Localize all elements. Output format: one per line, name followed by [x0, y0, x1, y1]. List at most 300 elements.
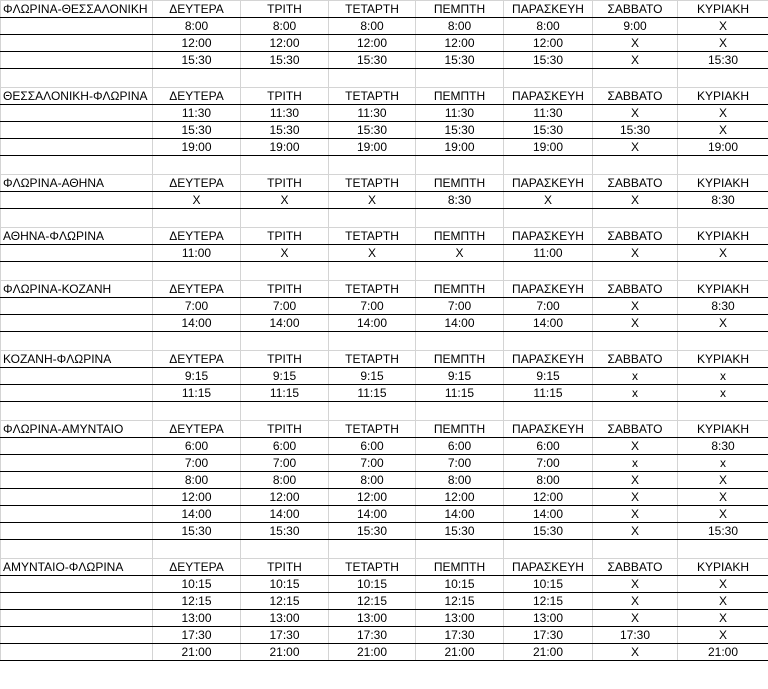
departure-time-cell[interactable]: x — [678, 368, 768, 385]
empty-cell[interactable] — [1, 455, 153, 472]
day-header-cell[interactable]: ΤΡΙΤΗ — [241, 175, 329, 192]
departure-time-cell[interactable]: X — [678, 472, 768, 489]
departure-time-cell[interactable]: 15:30 — [153, 122, 241, 139]
day-header-cell[interactable]: ΔΕΥΤΕΡΑ — [153, 228, 241, 245]
departure-time-cell[interactable]: 17:30 — [416, 627, 504, 644]
day-header-cell[interactable]: ΔΕΥΤΕΡΑ — [153, 351, 241, 368]
departure-time-cell[interactable]: 21:00 — [416, 644, 504, 661]
empty-cell[interactable] — [1, 35, 153, 52]
day-header-cell[interactable]: ΠΑΡΑΣΚΕΥΗ — [504, 351, 593, 368]
departure-time-cell[interactable]: 15:30 — [416, 52, 504, 69]
departure-time-cell[interactable]: X — [593, 315, 678, 332]
departure-time-cell[interactable]: 15:30 — [416, 523, 504, 540]
departure-time-cell[interactable]: 14:00 — [153, 315, 241, 332]
day-header-cell[interactable]: ΤΡΙΤΗ — [241, 351, 329, 368]
day-header-cell[interactable]: ΠΑΡΑΣΚΕΥΗ — [504, 228, 593, 245]
departure-time-cell[interactable]: X — [678, 610, 768, 627]
empty-cell[interactable] — [678, 332, 768, 351]
departure-time-cell[interactable]: X — [593, 298, 678, 315]
departure-time-cell[interactable]: 19:00 — [329, 139, 416, 156]
departure-time-cell[interactable]: 12:00 — [504, 35, 593, 52]
empty-cell[interactable] — [153, 540, 241, 559]
empty-cell[interactable] — [153, 262, 241, 281]
empty-cell[interactable] — [241, 156, 329, 175]
empty-cell[interactable] — [1, 52, 153, 69]
departure-time-cell[interactable]: 6:00 — [329, 438, 416, 455]
departure-time-cell[interactable]: X — [593, 523, 678, 540]
empty-cell[interactable] — [329, 209, 416, 228]
empty-cell[interactable] — [1, 644, 153, 661]
day-header-cell[interactable]: ΔΕΥΤΕΡΑ — [153, 281, 241, 298]
day-header-cell[interactable]: ΠΑΡΑΣΚΕΥΗ — [504, 175, 593, 192]
departure-time-cell[interactable]: 14:00 — [504, 315, 593, 332]
empty-cell[interactable] — [1, 576, 153, 593]
departure-time-cell[interactable]: 9:15 — [153, 368, 241, 385]
empty-cell[interactable] — [153, 156, 241, 175]
departure-time-cell[interactable]: 11:15 — [241, 385, 329, 402]
empty-cell[interactable] — [1, 385, 153, 402]
departure-time-cell[interactable]: 14:00 — [241, 315, 329, 332]
empty-cell[interactable] — [153, 209, 241, 228]
day-header-cell[interactable]: ΚΥΡΙΑΚΗ — [678, 175, 768, 192]
departure-time-cell[interactable]: 10:15 — [329, 576, 416, 593]
departure-time-cell[interactable]: 12:00 — [153, 489, 241, 506]
departure-time-cell[interactable]: X — [241, 192, 329, 209]
day-header-cell[interactable]: ΠΑΡΑΣΚΕΥΗ — [504, 559, 593, 576]
day-header-cell[interactable]: ΤΕΤΑΡΤΗ — [329, 351, 416, 368]
departure-time-cell[interactable]: 17:30 — [241, 627, 329, 644]
departure-time-cell[interactable]: x — [593, 385, 678, 402]
empty-cell[interactable] — [1, 368, 153, 385]
day-header-cell[interactable]: ΚΥΡΙΑΚΗ — [678, 351, 768, 368]
departure-time-cell[interactable]: 15:30 — [678, 523, 768, 540]
empty-cell[interactable] — [593, 209, 678, 228]
empty-cell[interactable] — [241, 209, 329, 228]
empty-cell[interactable] — [1, 593, 153, 610]
day-header-cell[interactable]: ΤΡΙΤΗ — [241, 1, 329, 18]
empty-cell[interactable] — [504, 540, 593, 559]
empty-cell[interactable] — [241, 332, 329, 351]
empty-cell[interactable] — [593, 262, 678, 281]
day-header-cell[interactable]: ΠΕΜΠΤΗ — [416, 281, 504, 298]
departure-time-cell[interactable]: X — [593, 139, 678, 156]
day-header-cell[interactable]: ΣΑΒΒΑΤΟ — [593, 351, 678, 368]
departure-time-cell[interactable]: 8:30 — [678, 438, 768, 455]
empty-cell[interactable] — [593, 402, 678, 421]
departure-time-cell[interactable]: X — [678, 576, 768, 593]
empty-cell[interactable] — [329, 402, 416, 421]
day-header-cell[interactable]: ΠΕΜΠΤΗ — [416, 175, 504, 192]
departure-time-cell[interactable]: 12:00 — [416, 35, 504, 52]
departure-time-cell[interactable]: 15:30 — [241, 52, 329, 69]
departure-time-cell[interactable]: 12:15 — [329, 593, 416, 610]
departure-time-cell[interactable]: x — [678, 385, 768, 402]
departure-time-cell[interactable]: 8:00 — [504, 18, 593, 35]
departure-time-cell[interactable]: 8:30 — [678, 192, 768, 209]
empty-cell[interactable] — [1, 523, 153, 540]
departure-time-cell[interactable]: 11:00 — [153, 245, 241, 262]
departure-time-cell[interactable]: 7:00 — [504, 455, 593, 472]
departure-time-cell[interactable]: X — [329, 245, 416, 262]
empty-cell[interactable] — [1, 18, 153, 35]
departure-time-cell[interactable]: 7:00 — [416, 298, 504, 315]
empty-cell[interactable] — [416, 209, 504, 228]
empty-cell[interactable] — [504, 402, 593, 421]
departure-time-cell[interactable]: 9:15 — [504, 368, 593, 385]
day-header-cell[interactable]: ΤΕΤΑΡΤΗ — [329, 281, 416, 298]
departure-time-cell[interactable]: 6:00 — [153, 438, 241, 455]
departure-time-cell[interactable]: x — [593, 455, 678, 472]
departure-time-cell[interactable]: 12:00 — [329, 489, 416, 506]
departure-time-cell[interactable]: 10:15 — [241, 576, 329, 593]
departure-time-cell[interactable]: X — [593, 644, 678, 661]
empty-cell[interactable] — [241, 402, 329, 421]
empty-cell[interactable] — [1, 139, 153, 156]
departure-time-cell[interactable]: 21:00 — [241, 644, 329, 661]
empty-cell[interactable] — [1, 122, 153, 139]
empty-cell[interactable] — [1, 489, 153, 506]
departure-time-cell[interactable]: 19:00 — [504, 139, 593, 156]
departure-time-cell[interactable]: X — [593, 438, 678, 455]
empty-cell[interactable] — [1, 192, 153, 209]
day-header-cell[interactable]: ΣΑΒΒΑΤΟ — [593, 559, 678, 576]
day-header-cell[interactable]: ΤΕΤΑΡΤΗ — [329, 1, 416, 18]
route-name-cell[interactable]: ΦΛΩΡΙΝΑ-ΑΜΥΝΤΑΙΟ — [1, 421, 153, 438]
departure-time-cell[interactable]: 11:15 — [504, 385, 593, 402]
departure-time-cell[interactable]: 8:00 — [416, 472, 504, 489]
day-header-cell[interactable]: ΚΥΡΙΑΚΗ — [678, 88, 768, 105]
departure-time-cell[interactable]: 14:00 — [153, 506, 241, 523]
departure-time-cell[interactable]: 15:30 — [504, 52, 593, 69]
route-name-cell[interactable]: ΦΛΩΡΙΝΑ-ΑΘΗΝΑ — [1, 175, 153, 192]
departure-time-cell[interactable]: 15:30 — [329, 523, 416, 540]
route-name-cell[interactable]: ΦΛΩΡΙΝΑ-ΚΟΖΑΝΗ — [1, 281, 153, 298]
departure-time-cell[interactable]: 7:00 — [329, 455, 416, 472]
departure-time-cell[interactable]: 9:15 — [329, 368, 416, 385]
departure-time-cell[interactable]: 12:00 — [329, 35, 416, 52]
departure-time-cell[interactable]: 7:00 — [504, 298, 593, 315]
departure-time-cell[interactable]: 8:00 — [241, 472, 329, 489]
departure-time-cell[interactable]: 8:00 — [241, 18, 329, 35]
empty-cell[interactable] — [678, 262, 768, 281]
departure-time-cell[interactable]: X — [593, 472, 678, 489]
day-header-cell[interactable]: ΠΑΡΑΣΚΕΥΗ — [504, 421, 593, 438]
departure-time-cell[interactable]: X — [678, 627, 768, 644]
departure-time-cell[interactable]: 17:30 — [153, 627, 241, 644]
route-name-cell[interactable]: ΑΜΥΝΤΑΙΟ-ΦΛΩΡΙΝΑ — [1, 559, 153, 576]
empty-cell[interactable] — [1, 156, 153, 175]
empty-cell[interactable] — [504, 156, 593, 175]
day-header-cell[interactable]: ΣΑΒΒΑΤΟ — [593, 1, 678, 18]
departure-time-cell[interactable]: 14:00 — [329, 506, 416, 523]
empty-cell[interactable] — [153, 332, 241, 351]
departure-time-cell[interactable]: X — [504, 192, 593, 209]
departure-time-cell[interactable]: X — [678, 122, 768, 139]
departure-time-cell[interactable]: 21:00 — [329, 644, 416, 661]
day-header-cell[interactable]: ΤΡΙΤΗ — [241, 281, 329, 298]
departure-time-cell[interactable]: 21:00 — [153, 644, 241, 661]
departure-time-cell[interactable]: 11:30 — [329, 105, 416, 122]
day-header-cell[interactable]: ΤΕΤΑΡΤΗ — [329, 228, 416, 245]
day-header-cell[interactable]: ΚΥΡΙΑΚΗ — [678, 559, 768, 576]
departure-time-cell[interactable]: 8:00 — [153, 18, 241, 35]
empty-cell[interactable] — [241, 262, 329, 281]
empty-cell[interactable] — [678, 69, 768, 88]
departure-time-cell[interactable]: X — [678, 489, 768, 506]
departure-time-cell[interactable]: 19:00 — [153, 139, 241, 156]
departure-time-cell[interactable]: 10:15 — [416, 576, 504, 593]
day-header-cell[interactable]: ΣΑΒΒΑΤΟ — [593, 228, 678, 245]
departure-time-cell[interactable]: 17:30 — [504, 627, 593, 644]
empty-cell[interactable] — [329, 540, 416, 559]
empty-cell[interactable] — [1, 262, 153, 281]
day-header-cell[interactable]: ΠΑΡΑΣΚΕΥΗ — [504, 1, 593, 18]
day-header-cell[interactable]: ΠΕΜΠΤΗ — [416, 351, 504, 368]
empty-cell[interactable] — [416, 69, 504, 88]
departure-time-cell[interactable]: 11:00 — [504, 245, 593, 262]
route-name-cell[interactable]: ΦΛΩΡΙΝΑ-ΘΕΣΣΑΛΟΝΙΚΗ — [1, 1, 153, 18]
day-header-cell[interactable]: ΤΡΙΤΗ — [241, 559, 329, 576]
day-header-cell[interactable]: ΔΕΥΤΕΡΑ — [153, 88, 241, 105]
departure-time-cell[interactable]: 8:30 — [416, 192, 504, 209]
departure-time-cell[interactable]: 15:30 — [329, 52, 416, 69]
departure-time-cell[interactable]: 17:30 — [329, 627, 416, 644]
departure-time-cell[interactable]: 13:00 — [241, 610, 329, 627]
departure-time-cell[interactable]: 21:00 — [504, 644, 593, 661]
empty-cell[interactable] — [416, 332, 504, 351]
departure-time-cell[interactable]: 12:15 — [241, 593, 329, 610]
departure-time-cell[interactable]: 12:00 — [241, 35, 329, 52]
departure-time-cell[interactable]: 8:00 — [416, 18, 504, 35]
departure-time-cell[interactable]: X — [593, 35, 678, 52]
day-header-cell[interactable]: ΤΡΙΤΗ — [241, 421, 329, 438]
empty-cell[interactable] — [329, 156, 416, 175]
departure-time-cell[interactable]: X — [593, 610, 678, 627]
route-name-cell[interactable]: ΘΕΣΣΑΛΟΝΙΚΗ-ΦΛΩΡΙΝΑ — [1, 88, 153, 105]
departure-time-cell[interactable]: 10:15 — [153, 576, 241, 593]
departure-time-cell[interactable]: 11:15 — [416, 385, 504, 402]
departure-time-cell[interactable]: 15:30 — [504, 122, 593, 139]
departure-time-cell[interactable]: X — [678, 506, 768, 523]
departure-time-cell[interactable]: 11:15 — [329, 385, 416, 402]
empty-cell[interactable] — [593, 332, 678, 351]
departure-time-cell[interactable]: 14:00 — [241, 506, 329, 523]
route-name-cell[interactable]: ΑΘΗΝΑ-ΦΛΩΡΙΝΑ — [1, 228, 153, 245]
empty-cell[interactable] — [1, 610, 153, 627]
departure-time-cell[interactable]: 15:30 — [153, 523, 241, 540]
day-header-cell[interactable]: ΚΥΡΙΑΚΗ — [678, 1, 768, 18]
departure-time-cell[interactable]: 21:00 — [678, 644, 768, 661]
departure-time-cell[interactable]: X — [678, 315, 768, 332]
empty-cell[interactable] — [241, 69, 329, 88]
departure-time-cell[interactable]: X — [593, 506, 678, 523]
day-header-cell[interactable]: ΔΕΥΤΕΡΑ — [153, 559, 241, 576]
departure-time-cell[interactable]: 8:30 — [678, 298, 768, 315]
departure-time-cell[interactable]: X — [593, 576, 678, 593]
departure-time-cell[interactable]: 15:30 — [241, 122, 329, 139]
empty-cell[interactable] — [1, 105, 153, 122]
departure-time-cell[interactable]: X — [678, 35, 768, 52]
day-header-cell[interactable]: ΠΕΜΠΤΗ — [416, 421, 504, 438]
day-header-cell[interactable]: ΤΕΤΑΡΤΗ — [329, 559, 416, 576]
empty-cell[interactable] — [329, 262, 416, 281]
departure-time-cell[interactable]: 12:00 — [153, 35, 241, 52]
day-header-cell[interactable]: ΤΡΙΤΗ — [241, 228, 329, 245]
empty-cell[interactable] — [1, 332, 153, 351]
departure-time-cell[interactable]: X — [329, 192, 416, 209]
departure-time-cell[interactable]: X — [593, 593, 678, 610]
empty-cell[interactable] — [416, 402, 504, 421]
departure-time-cell[interactable]: 13:00 — [329, 610, 416, 627]
day-header-cell[interactable]: ΚΥΡΙΑΚΗ — [678, 228, 768, 245]
empty-cell[interactable] — [1, 245, 153, 262]
day-header-cell[interactable]: ΠΑΡΑΣΚΕΥΗ — [504, 281, 593, 298]
departure-time-cell[interactable]: 11:30 — [504, 105, 593, 122]
departure-time-cell[interactable]: X — [678, 245, 768, 262]
day-header-cell[interactable]: ΔΕΥΤΕΡΑ — [153, 175, 241, 192]
empty-cell[interactable] — [1, 438, 153, 455]
departure-time-cell[interactable]: 15:30 — [678, 52, 768, 69]
departure-time-cell[interactable]: 12:00 — [241, 489, 329, 506]
empty-cell[interactable] — [1, 209, 153, 228]
empty-cell[interactable] — [504, 69, 593, 88]
departure-time-cell[interactable]: 13:00 — [504, 610, 593, 627]
departure-time-cell[interactable]: 14:00 — [416, 506, 504, 523]
empty-cell[interactable] — [678, 209, 768, 228]
departure-time-cell[interactable]: x — [593, 368, 678, 385]
day-header-cell[interactable]: ΣΑΒΒΑΤΟ — [593, 281, 678, 298]
day-header-cell[interactable]: ΣΑΒΒΑΤΟ — [593, 421, 678, 438]
departure-time-cell[interactable]: 12:00 — [504, 489, 593, 506]
day-header-cell[interactable]: ΤΕΤΑΡΤΗ — [329, 421, 416, 438]
day-header-cell[interactable]: ΠΕΜΠΤΗ — [416, 559, 504, 576]
day-header-cell[interactable]: ΔΕΥΤΕΡΑ — [153, 1, 241, 18]
departure-time-cell[interactable]: 7:00 — [416, 455, 504, 472]
departure-time-cell[interactable]: 8:00 — [329, 472, 416, 489]
departure-time-cell[interactable]: 15:30 — [504, 523, 593, 540]
departure-time-cell[interactable]: 12:00 — [416, 489, 504, 506]
departure-time-cell[interactable]: 12:15 — [416, 593, 504, 610]
departure-time-cell[interactable]: 12:15 — [153, 593, 241, 610]
departure-time-cell[interactable]: X — [593, 52, 678, 69]
departure-time-cell[interactable]: X — [593, 489, 678, 506]
day-header-cell[interactable]: ΚΥΡΙΑΚΗ — [678, 281, 768, 298]
day-header-cell[interactable]: ΠΕΜΠΤΗ — [416, 88, 504, 105]
day-header-cell[interactable]: ΠΕΜΠΤΗ — [416, 1, 504, 18]
departure-time-cell[interactable]: 13:00 — [153, 610, 241, 627]
departure-time-cell[interactable]: 17:30 — [593, 627, 678, 644]
empty-cell[interactable] — [504, 332, 593, 351]
departure-time-cell[interactable]: 10:15 — [504, 576, 593, 593]
day-header-cell[interactable]: ΣΑΒΒΑΤΟ — [593, 175, 678, 192]
day-header-cell[interactable]: ΠΕΜΠΤΗ — [416, 228, 504, 245]
departure-time-cell[interactable]: X — [593, 192, 678, 209]
departure-time-cell[interactable]: 19:00 — [416, 139, 504, 156]
departure-time-cell[interactable]: 14:00 — [329, 315, 416, 332]
departure-time-cell[interactable]: 15:30 — [593, 122, 678, 139]
departure-time-cell[interactable]: 11:30 — [416, 105, 504, 122]
empty-cell[interactable] — [329, 69, 416, 88]
day-header-cell[interactable]: ΤΕΤΑΡΤΗ — [329, 88, 416, 105]
departure-time-cell[interactable]: 19:00 — [678, 139, 768, 156]
empty-cell[interactable] — [504, 209, 593, 228]
day-header-cell[interactable]: ΚΥΡΙΑΚΗ — [678, 421, 768, 438]
empty-cell[interactable] — [153, 402, 241, 421]
departure-time-cell[interactable]: X — [153, 192, 241, 209]
departure-time-cell[interactable]: 7:00 — [241, 298, 329, 315]
departure-time-cell[interactable]: 15:30 — [416, 122, 504, 139]
empty-cell[interactable] — [1, 402, 153, 421]
empty-cell[interactable] — [678, 402, 768, 421]
departure-time-cell[interactable]: 12:15 — [504, 593, 593, 610]
empty-cell[interactable] — [1, 315, 153, 332]
departure-time-cell[interactable]: 15:30 — [329, 122, 416, 139]
empty-cell[interactable] — [241, 540, 329, 559]
day-header-cell[interactable]: ΣΑΒΒΑΤΟ — [593, 88, 678, 105]
empty-cell[interactable] — [1, 298, 153, 315]
departure-time-cell[interactable]: 7:00 — [329, 298, 416, 315]
departure-time-cell[interactable]: 11:30 — [153, 105, 241, 122]
empty-cell[interactable] — [416, 156, 504, 175]
departure-time-cell[interactable]: 9:15 — [241, 368, 329, 385]
departure-time-cell[interactable]: 8:00 — [504, 472, 593, 489]
empty-cell[interactable] — [1, 472, 153, 489]
departure-time-cell[interactable]: 9:00 — [593, 18, 678, 35]
departure-time-cell[interactable]: X — [593, 245, 678, 262]
empty-cell[interactable] — [593, 540, 678, 559]
day-header-cell[interactable]: ΤΡΙΤΗ — [241, 88, 329, 105]
departure-time-cell[interactable]: 11:15 — [153, 385, 241, 402]
departure-time-cell[interactable]: 13:00 — [416, 610, 504, 627]
empty-cell[interactable] — [416, 262, 504, 281]
empty-cell[interactable] — [593, 69, 678, 88]
departure-time-cell[interactable]: 7:00 — [241, 455, 329, 472]
day-header-cell[interactable]: ΔΕΥΤΕΡΑ — [153, 421, 241, 438]
empty-cell[interactable] — [416, 540, 504, 559]
empty-cell[interactable] — [678, 156, 768, 175]
departure-time-cell[interactable]: 9:15 — [416, 368, 504, 385]
departure-time-cell[interactable]: X — [678, 105, 768, 122]
departure-time-cell[interactable]: 6:00 — [241, 438, 329, 455]
departure-time-cell[interactable]: 11:30 — [241, 105, 329, 122]
empty-cell[interactable] — [504, 262, 593, 281]
departure-time-cell[interactable]: 8:00 — [329, 18, 416, 35]
departure-time-cell[interactable]: 6:00 — [416, 438, 504, 455]
empty-cell[interactable] — [329, 332, 416, 351]
empty-cell[interactable] — [1, 69, 153, 88]
empty-cell[interactable] — [593, 156, 678, 175]
departure-time-cell[interactable]: 19:00 — [241, 139, 329, 156]
empty-cell[interactable] — [1, 540, 153, 559]
empty-cell[interactable] — [153, 69, 241, 88]
departure-time-cell[interactable]: 14:00 — [416, 315, 504, 332]
departure-time-cell[interactable]: 6:00 — [504, 438, 593, 455]
departure-time-cell[interactable]: 7:00 — [153, 298, 241, 315]
day-header-cell[interactable]: ΠΑΡΑΣΚΕΥΗ — [504, 88, 593, 105]
route-name-cell[interactable]: ΚΟΖΑΝΗ-ΦΛΩΡΙΝΑ — [1, 351, 153, 368]
departure-time-cell[interactable]: X — [678, 18, 768, 35]
departure-time-cell[interactable]: 15:30 — [153, 52, 241, 69]
empty-cell[interactable] — [678, 540, 768, 559]
departure-time-cell[interactable]: 14:00 — [504, 506, 593, 523]
day-header-cell[interactable]: ΤΕΤΑΡΤΗ — [329, 175, 416, 192]
empty-cell[interactable] — [1, 506, 153, 523]
departure-time-cell[interactable]: X — [593, 105, 678, 122]
departure-time-cell[interactable]: 8:00 — [153, 472, 241, 489]
departure-time-cell[interactable]: x — [678, 455, 768, 472]
departure-time-cell[interactable]: 7:00 — [153, 455, 241, 472]
departure-time-cell[interactable]: 15:30 — [241, 523, 329, 540]
